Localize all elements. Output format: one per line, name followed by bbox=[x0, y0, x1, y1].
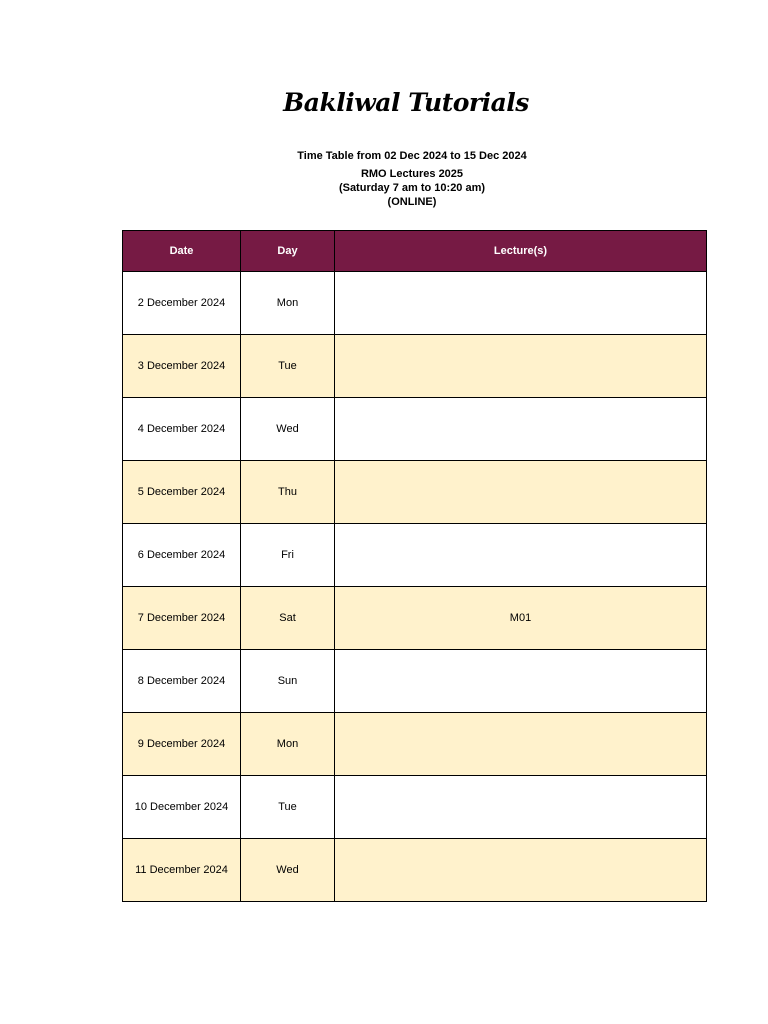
table-row bbox=[123, 587, 707, 650]
column-header-day: Day bbox=[241, 231, 335, 272]
table-row bbox=[123, 335, 707, 398]
lecture-cell bbox=[335, 335, 707, 398]
lecture-cell bbox=[335, 650, 707, 713]
table-row bbox=[123, 272, 707, 335]
schedule-note: (Saturday 7 am to 10:20 am) bbox=[338, 182, 486, 194]
date-cell: 3 December 2024 bbox=[123, 335, 241, 398]
date-cell: 11 December 2024 bbox=[123, 839, 241, 902]
day-cell: Sun bbox=[241, 650, 335, 713]
day-cell: Wed bbox=[241, 398, 335, 461]
date-cell: 9 December 2024 bbox=[123, 713, 241, 776]
day-cell: Mon bbox=[241, 272, 335, 335]
date-cell: 10 December 2024 bbox=[123, 776, 241, 839]
schedule-table bbox=[122, 230, 707, 902]
column-header-date: Date bbox=[123, 231, 241, 272]
lecture-cell bbox=[335, 524, 707, 587]
lecture-cell: M01 bbox=[335, 587, 707, 650]
table-row bbox=[123, 398, 707, 461]
day-cell: Tue bbox=[241, 335, 335, 398]
column-header-lectures: Lecture(s) bbox=[335, 231, 707, 272]
date-cell: 8 December 2024 bbox=[123, 650, 241, 713]
lecture-cell bbox=[335, 272, 707, 335]
date-cell: 2 December 2024 bbox=[123, 272, 241, 335]
time-table-range: Time Table from 02 Dec 2024 to 15 Dec 2024 bbox=[297, 150, 527, 162]
lecture-cell bbox=[335, 776, 707, 839]
table-row bbox=[123, 524, 707, 587]
table-header-row bbox=[123, 231, 707, 272]
table-row bbox=[123, 839, 707, 902]
lecture-cell bbox=[335, 398, 707, 461]
date-cell: 6 December 2024 bbox=[123, 524, 241, 587]
date-cell: 5 December 2024 bbox=[123, 461, 241, 524]
table-row bbox=[123, 650, 707, 713]
day-cell: Fri bbox=[241, 524, 335, 587]
lecture-cell bbox=[335, 713, 707, 776]
table-row bbox=[123, 713, 707, 776]
date-cell: 4 December 2024 bbox=[123, 398, 241, 461]
day-cell: Mon bbox=[241, 713, 335, 776]
brand-logo-text: Bakliwal Tutorials bbox=[283, 88, 529, 117]
lecture-cell bbox=[335, 461, 707, 524]
table-row bbox=[123, 461, 707, 524]
mode-label: (ONLINE) bbox=[387, 196, 437, 208]
lecture-cell bbox=[335, 839, 707, 902]
course-title: RMO Lectures 2025 bbox=[360, 168, 464, 180]
day-cell: Thu bbox=[241, 461, 335, 524]
day-cell: Tue bbox=[241, 776, 335, 839]
day-cell: Wed bbox=[241, 839, 335, 902]
day-cell: Sat bbox=[241, 587, 335, 650]
table-row bbox=[123, 776, 707, 839]
date-cell: 7 December 2024 bbox=[123, 587, 241, 650]
